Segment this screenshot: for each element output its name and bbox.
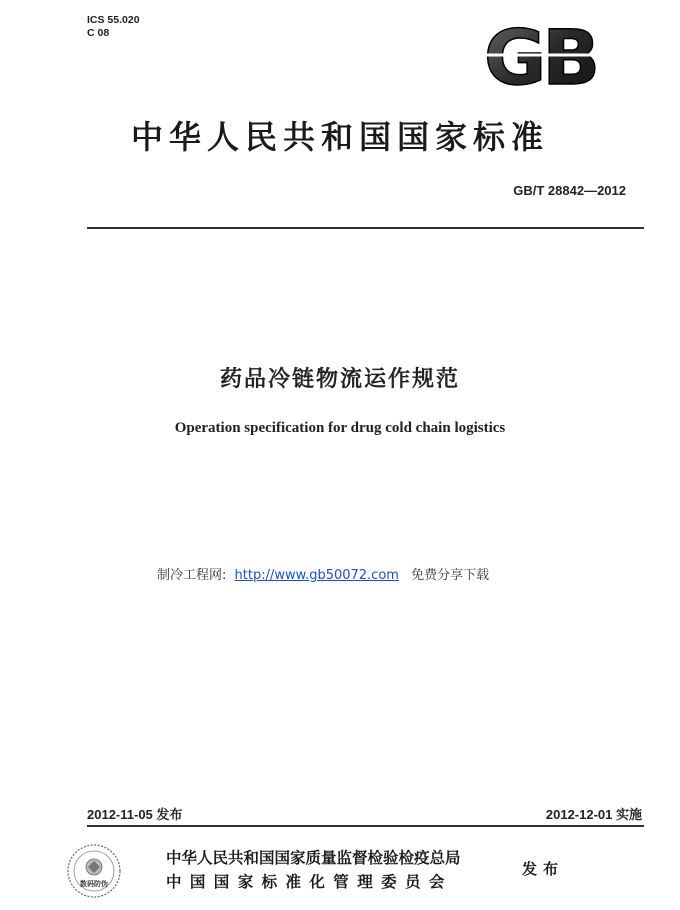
gb-logo [470,24,610,92]
issuing-authorities [166,846,461,894]
download-note [157,564,489,583]
download-note-prefix: 制冷工程网: [157,568,227,583]
gb-logo-text: GB [483,24,597,92]
top-divider [87,227,644,229]
document-subtitle: Operation specification for drug cold chain logistics [174,420,506,436]
ics-code: ICS 55.020 [87,14,140,26]
issuer-line-2: 中国国家标准化管理委员会 [166,873,453,891]
publish-label: 发布 [522,860,565,878]
seal-label: 数码防伪 [80,880,108,888]
classification-codes [87,14,140,40]
download-note-suffix: 免费分享下载 [411,568,490,583]
national-standard-title: 中华人民共和国国家标准 [130,118,549,156]
standard-code: GB/T 28842—2012 [513,183,626,198]
issuer-line-1: 中华人民共和国国家质量监督检验检疫总局 [166,849,461,867]
anti-counterfeit-seal-icon [66,843,122,899]
bottom-divider [87,825,644,827]
implementation-date: 2012-12-01 实施 [545,807,642,822]
document-title: 药品冷链物流运作规范 [219,367,460,392]
download-link[interactable]: http://www.gb50072.com [234,568,399,583]
ccs-code: C 08 [87,27,110,39]
issue-date: 2012-11-05 发布 [87,807,183,822]
